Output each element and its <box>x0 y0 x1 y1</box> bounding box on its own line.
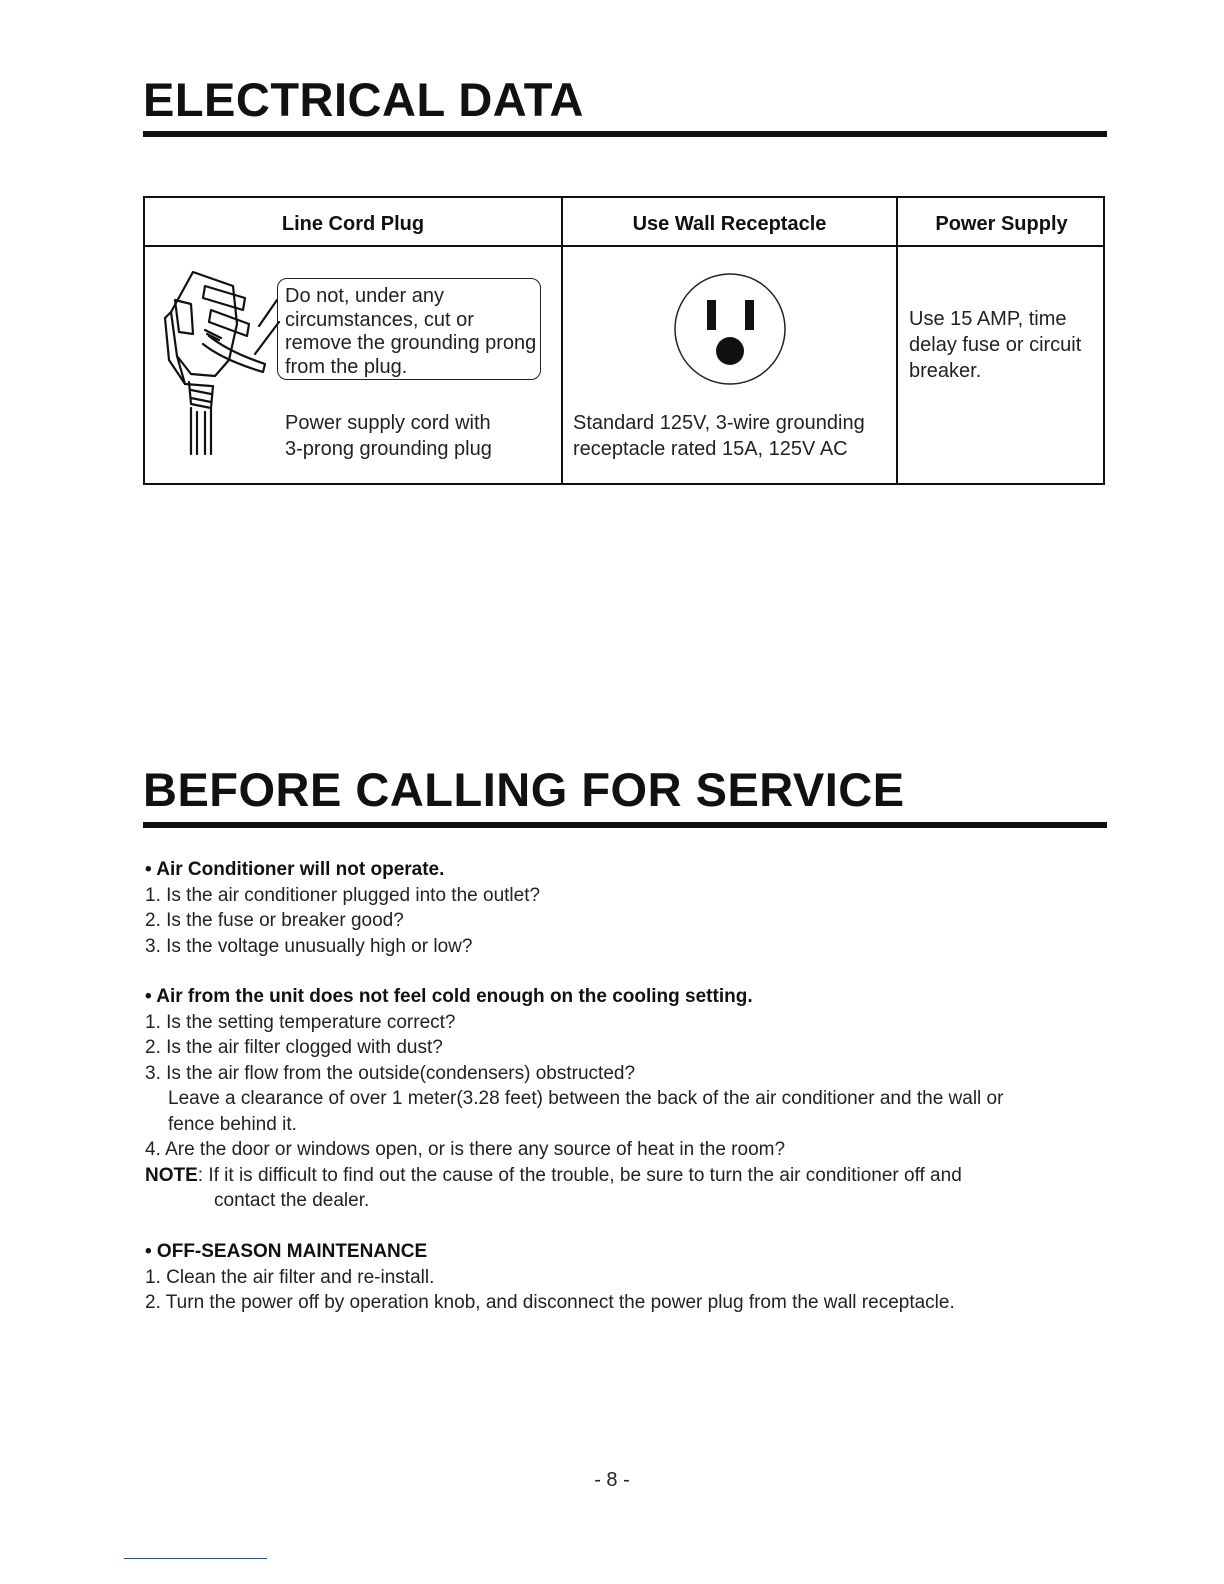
plug-illustration <box>155 264 285 464</box>
section-heading: • Air from the unit does not feel cold enough on the cooling setting. <box>145 986 753 1007</box>
electrical-data-table <box>143 196 1105 485</box>
grounding-warning-text: Do not, under any circumstances, cut or remove the grounding prong from the plug. <box>285 285 537 378</box>
note-label: NOTE <box>145 1164 198 1186</box>
section-heading: • OFF-SEASON MAINTENANCE <box>145 1241 428 1262</box>
note-text-continued: contact the dealer. <box>214 1190 370 1211</box>
section-heading: • Air Conditioner will not operate. <box>145 859 445 880</box>
list-item-detail: Leave a clearance of over 1 meter(3.28 feet) between the back of the air conditioner and the wall or <box>168 1088 1004 1109</box>
list-item: 2. Is the air filter clogged with dust? <box>145 1037 443 1058</box>
list-item: 3. Is the air flow from the outside(condensers) obstructed? <box>145 1062 636 1084</box>
table-header-divider <box>145 245 1103 247</box>
list-item: 1. Is the setting temperature correct? <box>145 1011 456 1033</box>
plug-caption: Power supply cord with 3-prong grounding plug <box>285 412 492 460</box>
list-item-detail: fence behind it. <box>168 1113 297 1135</box>
note-text: : If it is difficult to find out the cause of the trouble, be sure to turn the air conditioner off and <box>197 1164 962 1186</box>
list-item: 1. Is the air conditioner plugged into the outlet? <box>145 884 541 906</box>
list-item: 2. Is the fuse or breaker good? <box>145 910 404 931</box>
list-item: 4. Are the door or windows open, or is there any source of heat in the room? <box>145 1139 786 1160</box>
section-not-cold-enough <box>145 984 1003 1214</box>
title-rule <box>143 131 1107 137</box>
wall-receptacle-icon <box>673 272 787 386</box>
power-supply-text: Use 15 AMP, time delay fuse or circuit breaker. <box>909 308 1082 382</box>
electrical-data-title: ELECTRICAL DATA <box>143 73 584 126</box>
section-will-not-operate <box>145 857 540 959</box>
page-number: - 8 - <box>594 1469 630 1491</box>
header-power-supply: Power Supply <box>935 213 1068 235</box>
header-wall-receptacle: Use Wall Receptacle <box>632 213 827 235</box>
before-calling-for-service-title: BEFORE CALLING FOR SERVICE <box>143 763 905 816</box>
list-item: 3. Is the voltage unusually high or low? <box>145 935 473 957</box>
header-line-cord-plug: Line Cord Plug <box>281 213 425 235</box>
note <box>145 1163 1003 1189</box>
title-rule <box>143 822 1107 828</box>
receptacle-caption: Standard 125V, 3-wire grounding receptacle rated 15A, 125V AC <box>573 412 865 460</box>
footer-rule <box>124 1558 267 1559</box>
section-off-season-maintenance <box>145 1239 955 1316</box>
list-item: 1. Clean the air filter and re-install. <box>145 1266 435 1288</box>
list-item: 2. Turn the power off by operation knob, and disconnect the power plug from the wall receptacle. <box>145 1292 955 1313</box>
